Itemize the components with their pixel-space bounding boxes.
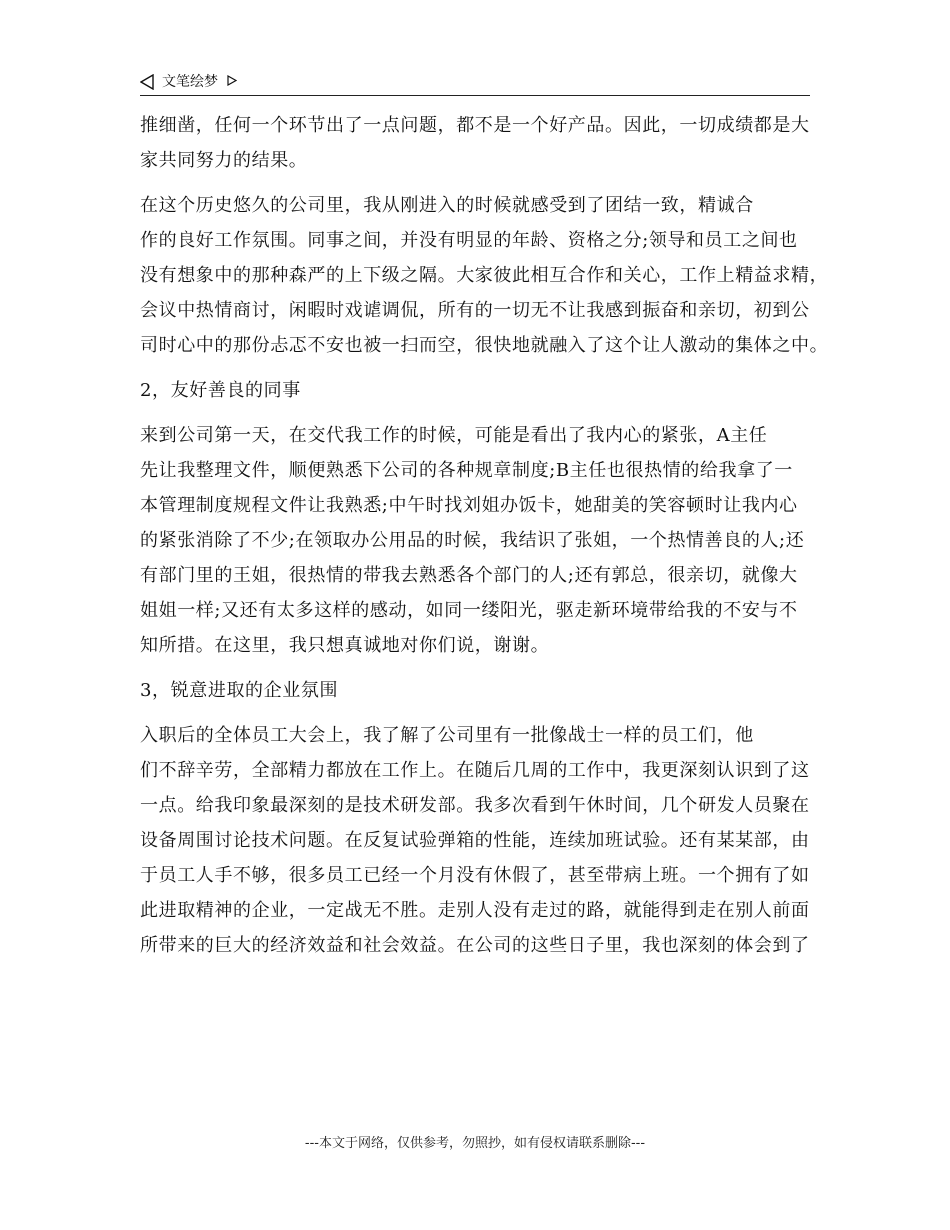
text-line: 此进取精神的企业，一定战无不胜。走别人没有走过的路，就能得到走在别人前面 bbox=[140, 900, 810, 921]
document-body bbox=[140, 108, 829, 963]
text-line: 先让我整理文件，顺便熟悉下公司的各种规章制度;B主任也很热情的给我拿了一 bbox=[140, 460, 793, 481]
triangle-left-icon bbox=[140, 74, 154, 90]
text-line: 来到公司第一天，在交代我工作的时候，可能是看出了我内心的紧张，A主任 bbox=[140, 425, 768, 446]
text-line: 在这个历史悠久的公司里，我从刚进入的时候就感受到了团结一致，精诚合 bbox=[140, 195, 754, 216]
text-line: 一点。给我印象最深刻的是技术研发部。我多次看到午休时间，几个研发人员聚在 bbox=[140, 795, 810, 816]
text-line: 本管理制度规程文件让我熟悉;中午时找刘姐办饭卡，她甜美的笑容顿时让我内心 bbox=[140, 495, 798, 516]
text-line: 3，锐意进取的企业氛围 bbox=[140, 680, 339, 701]
paragraph-gap bbox=[140, 708, 820, 718]
paragraph-gap bbox=[140, 408, 820, 418]
paragraph bbox=[140, 418, 820, 663]
text-line: 于员工人手不够，很多员工已经一个月没有休假了，甚至带病上班。一个拥有了如 bbox=[140, 865, 810, 886]
text-line: 司时心中的那份忐忑不安也被一扫而空，很快地就融入了这个让人激动的集体之中。 bbox=[140, 335, 829, 356]
text-line: 2，友好善良的同事 bbox=[140, 380, 301, 401]
text-line: 会议中热情商讨，闲暇时戏谑调侃，所有的一切无不让我感到振奋和亲切，初到公 bbox=[140, 300, 810, 321]
text-line: 知所措。在这里，我只想真诚地对你们说，谢谢。 bbox=[140, 635, 550, 656]
text-line: 有部门里的王姐，很热情的带我去熟悉各个部门的人;还有郭总，很亲切，就像大 bbox=[140, 565, 798, 586]
paragraph bbox=[140, 188, 829, 363]
text-line: 作的良好工作氛围。同事之间，并没有明显的年龄、资格之分;领导和员工之间也 bbox=[140, 230, 798, 251]
header-divider bbox=[140, 95, 810, 96]
text-line: 所带来的巨大的经济效益和社会效益。在公司的这些日子里，我也深刻的体会到了 bbox=[140, 935, 810, 956]
text-line: 没有想象中的那种森严的上下级之隔。大家彼此相互合作和关心，工作上精益求精， bbox=[140, 265, 829, 286]
paragraph bbox=[140, 108, 820, 178]
paragraph-gap bbox=[140, 363, 820, 373]
paragraph bbox=[140, 718, 820, 963]
text-line: 推细凿，任何一个环节出了一点问题，都不是一个好产品。因此，一切成绩都是大 bbox=[140, 115, 810, 136]
header-brand: 文笔绘梦 bbox=[162, 74, 218, 90]
text-line: 入职后的全体员工大会上，我了解了公司里有一批像战士一样的员工们，他 bbox=[140, 725, 754, 746]
paragraph bbox=[140, 373, 820, 408]
triangle-right-icon bbox=[227, 75, 237, 86]
page-header bbox=[140, 72, 810, 96]
text-line: 设备周围讨论技术问题。在反复试验弹箱的性能，连续加班试验。还有某某部，由 bbox=[140, 830, 810, 851]
paragraph-gap bbox=[140, 663, 820, 673]
footer-notice: ---本文于网络，仅供参考，勿照抄，如有侵权请联系删除--- bbox=[304, 1136, 646, 1151]
text-line: 家共同努力的结果。 bbox=[140, 150, 308, 171]
paragraph-gap bbox=[140, 178, 820, 188]
text-line: 们不辞辛劳，全部精力都放在工作上。在随后几周的工作中，我更深刻认识到了这 bbox=[140, 760, 810, 781]
text-line: 姐姐一样;又还有太多这样的感动，如同一缕阳光，驱走新环境带给我的不安与不 bbox=[140, 600, 798, 621]
text-line: 的紧张消除了不少;在领取办公用品的时候，我结识了张姐，一个热情善良的人;还 bbox=[140, 530, 805, 551]
paragraph bbox=[140, 673, 820, 708]
